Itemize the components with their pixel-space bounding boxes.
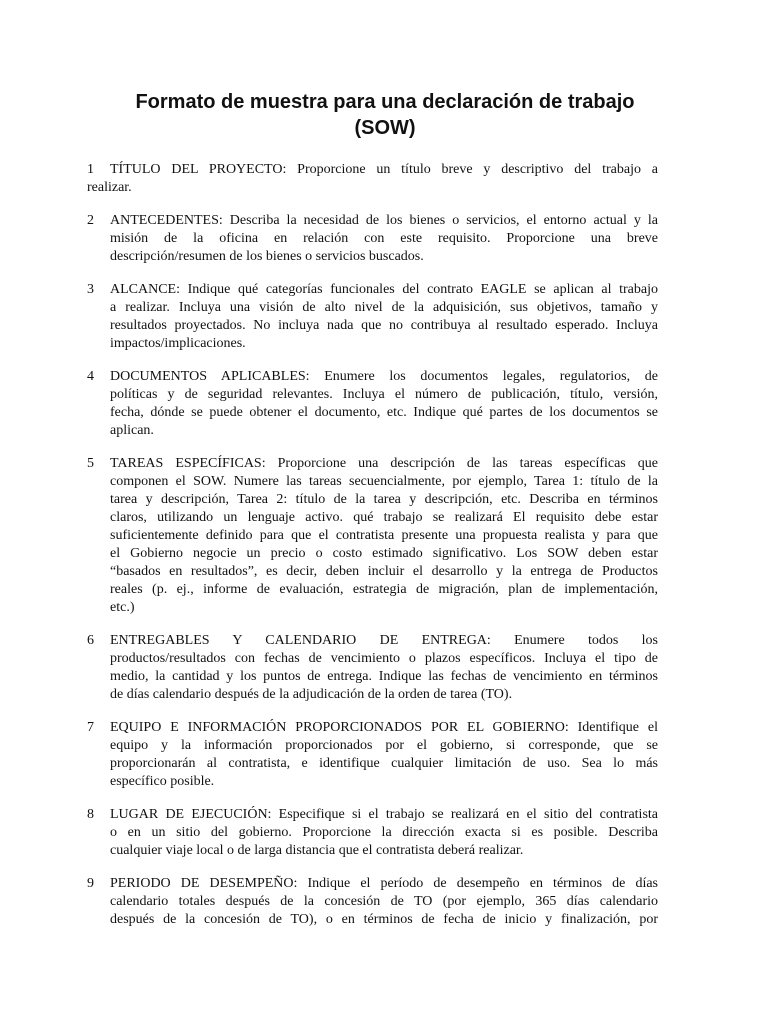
section-text-line: medio, la cantidad y los puntos de entrega. Indique las fechas de vencimiento en términos (110, 669, 658, 684)
section-text-line: el Gobierno negocie un precio o costo estimado significativo. Los SOW deben estar (110, 546, 658, 561)
section-text-line: DOCUMENTOS APLICABLES: Enumere los documentos legales, regulatorios, de (110, 369, 658, 384)
document-title-line-1: Formato de muestra para una declaración de trabajo (135, 91, 635, 113)
section-number: 2 (87, 213, 94, 228)
section-text-line: aplican. (110, 423, 154, 438)
section-item-5 (87, 455, 658, 617)
section-item-4 (87, 368, 658, 440)
section-text-line: LUGAR DE EJECUCIÓN: Especifique si el trabajo se realizará en el sitio del contratista (110, 807, 658, 822)
section-item-9 (87, 875, 658, 929)
section-number: 9 (87, 876, 94, 891)
section-number: 7 (87, 720, 94, 735)
section-text-line: PERIODO DE DESEMPEÑO: Indique el período de desempeño en términos de días (110, 876, 658, 891)
section-text-line: ANTECEDENTES: Describa la necesidad de los bienes o servicios, el entorno actual y la (110, 213, 658, 228)
section-list (87, 161, 658, 944)
section-item-3 (87, 281, 658, 353)
section-text-line: descripción/resumen de los bienes o servicios buscados. (110, 249, 424, 264)
section-text-line: realizar. (87, 180, 132, 195)
section-text-line: tarea y descripción, Tarea 2: título de la tarea y descripción, etc. Describa en términos (110, 492, 658, 507)
section-text-line: “basados en resultados”, es decir, deben incluir el desarrollo y la entrega de Productos (110, 564, 658, 579)
section-text-line: EQUIPO E INFORMACIÓN PROPORCIONADOS POR EL GOBIERNO: Identifique el (110, 720, 658, 735)
section-text-line: específico posible. (110, 774, 215, 789)
section-text-line: TÍTULO DEL PROYECTO: Proporcione un título breve y descriptivo del trabajo a (110, 162, 658, 177)
section-item-7 (87, 719, 658, 791)
section-item-6 (87, 632, 658, 704)
section-text-line: después de la concesión de TO), o en términos de fecha de inicio y finalización, por (110, 912, 658, 927)
section-number: 5 (87, 456, 94, 471)
section-text-line: suficientemente definido para que el contratista presente una propuesta realista y para que (110, 528, 658, 543)
section-number: 1 (87, 162, 94, 177)
section-text-line: proporcionarán al contratista, e identifique cualquier limitación de uso. Sea lo más (110, 756, 658, 771)
document-title (80, 89, 690, 141)
section-text-line: a realizar. Incluya una visión de alto nivel de la adquisición, sus objetivos, tamaño y (110, 300, 658, 315)
section-text-line: reales (p. ej., informe de evaluación, estrategia de migración, plan de implementación, (110, 582, 658, 597)
section-text-line: componen el SOW. Numere las tareas secuencialmente, por ejemplo, Tarea 1: título de la (110, 474, 658, 489)
section-text-line: o en un sitio del gobierno. Proporcione la dirección exacta si es posible. Describa (110, 825, 658, 840)
section-text-line: resultados proyectados. No incluya nada que no contribuya al resultado esperado. Incluya (110, 318, 658, 333)
section-number: 6 (87, 633, 94, 648)
section-text-line: ALCANCE: Indique qué categorías funcionales del contrato EAGLE se aplican al trabajo (110, 282, 658, 297)
section-item-2 (87, 212, 658, 266)
section-text-line: impactos/implicaciones. (110, 336, 246, 351)
section-text-line: calendario totales después de la concesión de TO (por ejemplo, 365 días calendario (110, 894, 658, 909)
section-text-line: cualquier viaje local o de larga distancia que el contratista deberá realizar. (110, 843, 524, 858)
section-text-line: ENTREGABLES Y CALENDARIO DE ENTREGA: Enumere todos los (110, 633, 658, 648)
section-text-line: productos/resultados con fechas de vencimiento o plazos específicos. Incluya el tipo de (110, 651, 658, 666)
section-text-line: TAREAS ESPECÍFICAS: Proporcione una descripción de las tareas específicas que (110, 456, 658, 471)
section-text-line: políticas y de seguridad relevantes. Incluya el número de publicación, título, versión, (110, 387, 658, 402)
section-number: 3 (87, 282, 94, 297)
document-title-line-2: (SOW) (354, 117, 416, 139)
section-item-8 (87, 806, 658, 860)
section-text-line: claros, utilizando un lenguaje activo. qué trabajo se realizará El requisito debe estar (110, 510, 658, 525)
section-text-line: etc.) (110, 600, 135, 615)
section-text-line: fecha, dónde se puede obtener el documento, etc. Indique qué partes de los documentos se (110, 405, 658, 420)
section-text-line: de días calendario después de la adjudicación de la orden de tarea (TO). (110, 687, 513, 702)
section-text-line: equipo y la información proporcionados por el gobierno, si corresponde, que se (110, 738, 658, 753)
section-text-line: misión de la oficina en relación con este requisito. Proporcione una breve (110, 231, 658, 246)
section-number: 8 (87, 807, 94, 822)
section-number: 4 (87, 369, 94, 384)
section-item-1 (87, 161, 658, 197)
